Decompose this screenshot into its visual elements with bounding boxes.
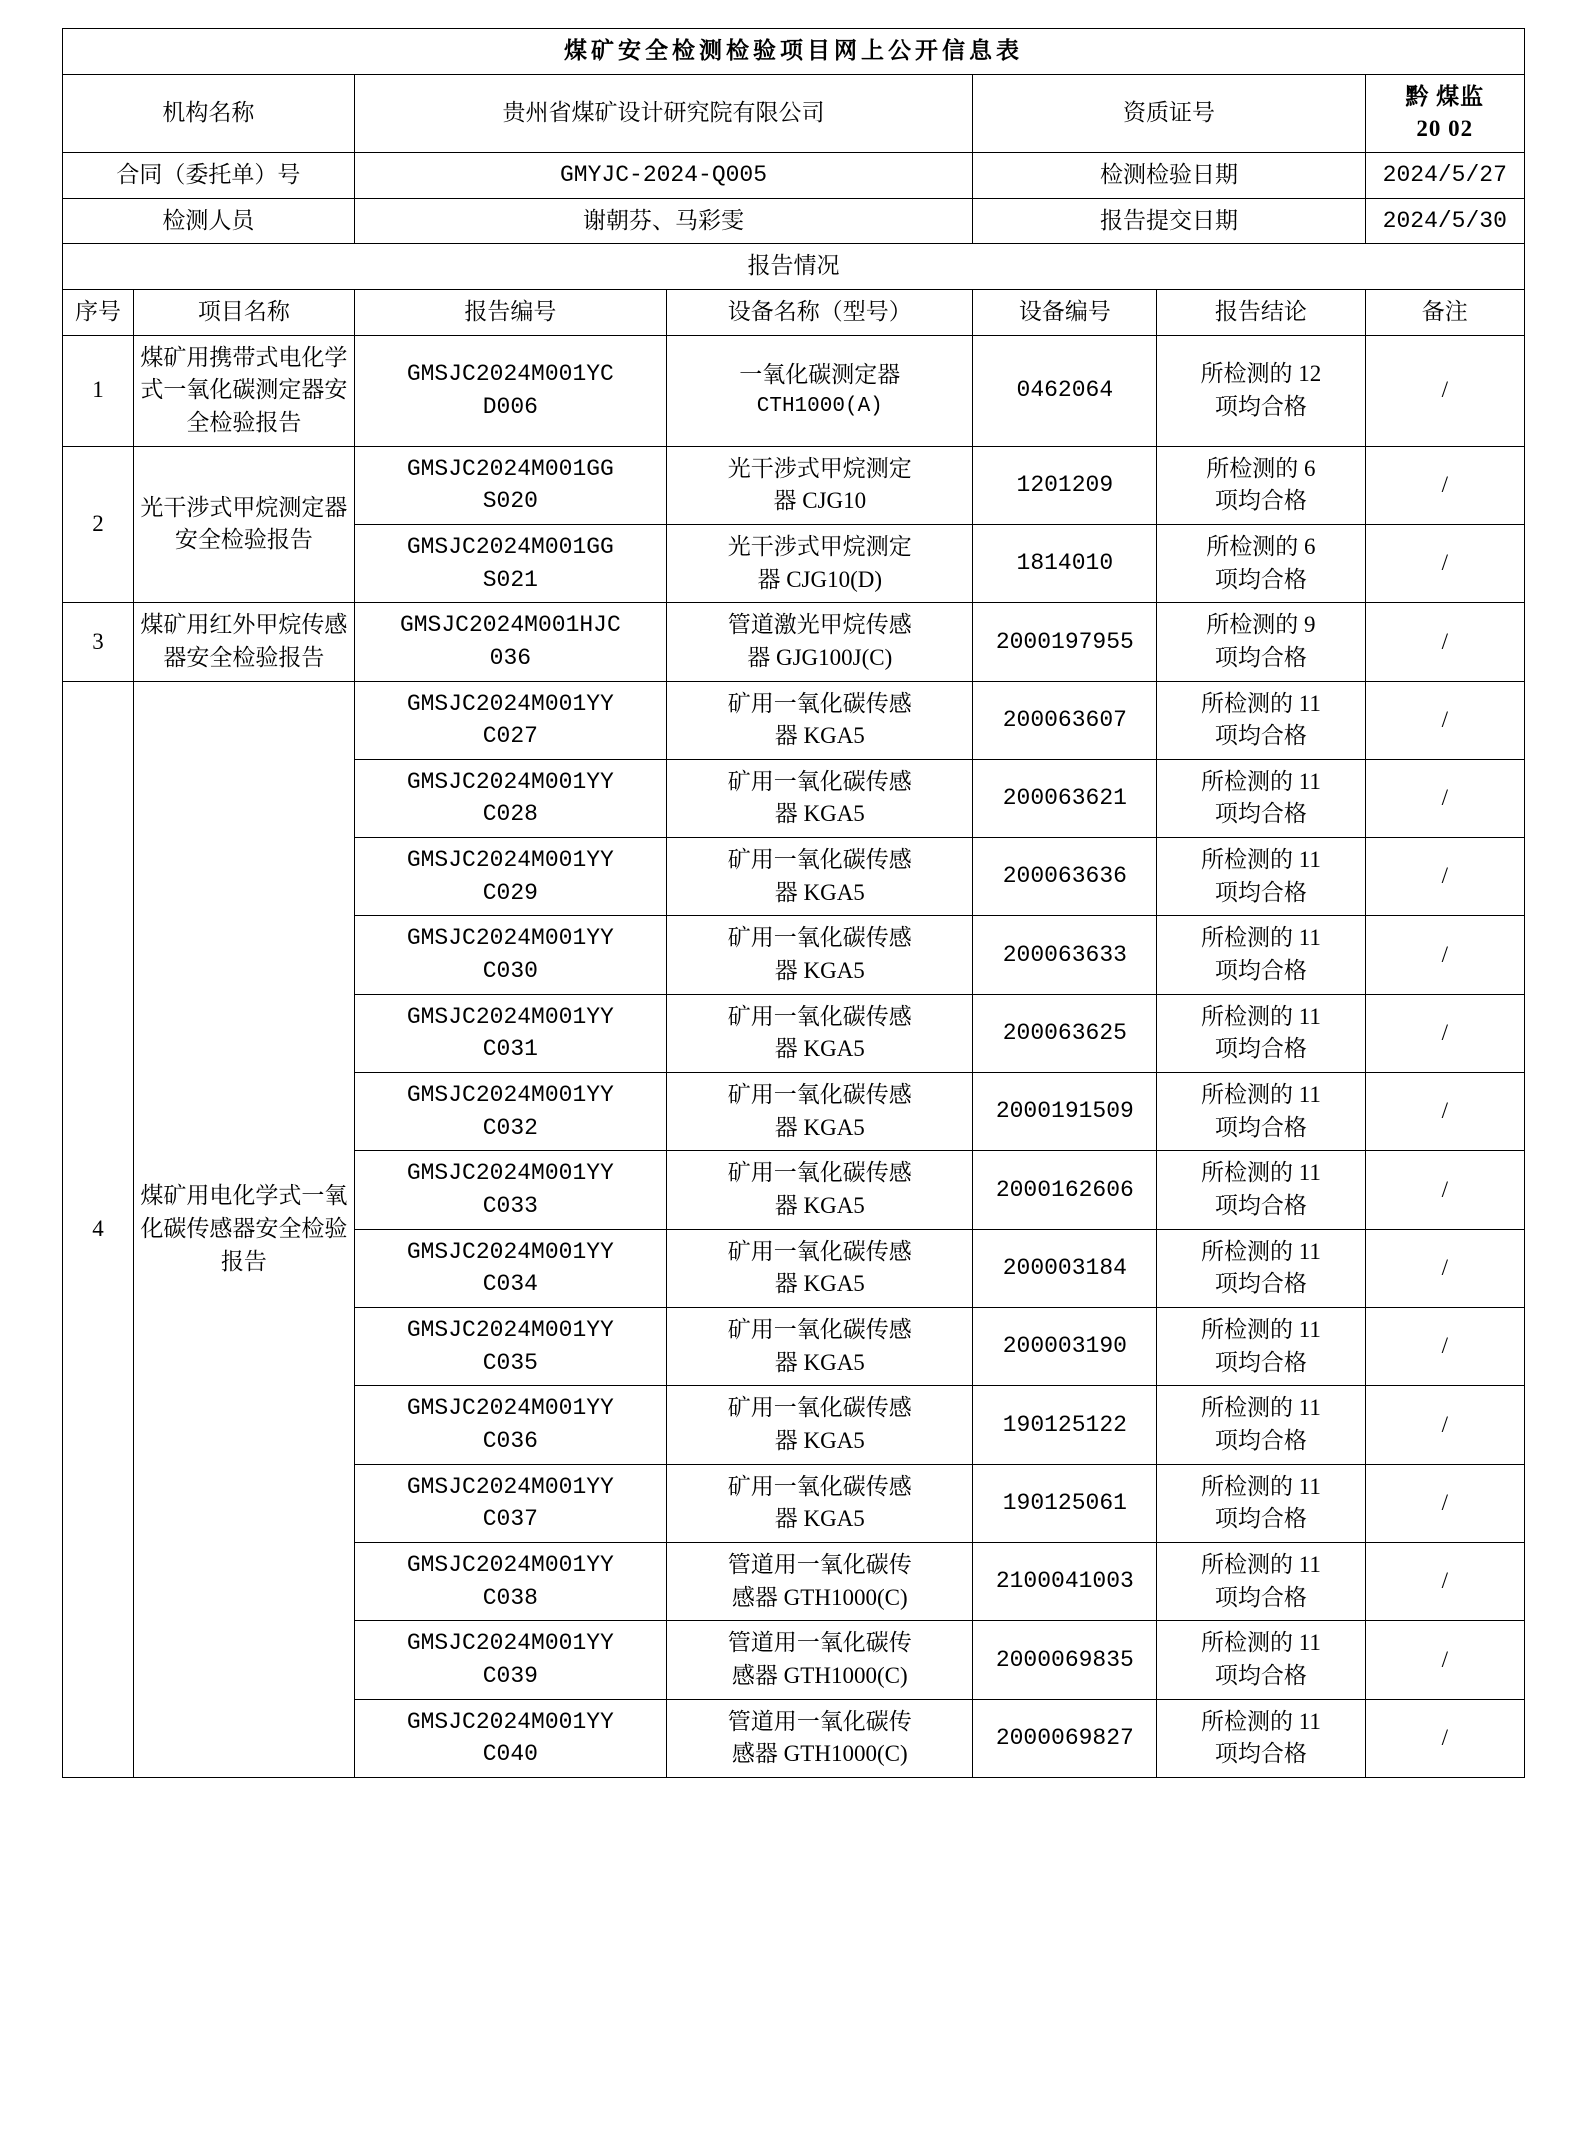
row-device-no: 2000069835 <box>973 1621 1157 1699</box>
row-device <box>667 759 973 837</box>
report-no-line1: GMSJC2024M001YY <box>406 1238 614 1265</box>
row-device-no: 2000069827 <box>973 1699 1157 1777</box>
submit-date-value: 2024/5/30 <box>1365 198 1524 244</box>
row-remark: / <box>1365 446 1524 524</box>
conclusion-line2: 项均合格 <box>1214 566 1307 592</box>
row-report-no <box>354 1308 666 1386</box>
row-report-no <box>354 994 666 1072</box>
column-header-remark: 备注 <box>1365 289 1524 335</box>
row-conclusion <box>1157 446 1365 524</box>
row-conclusion <box>1157 838 1365 916</box>
row-conclusion <box>1157 1073 1365 1151</box>
device-line2: 器 CJG10 <box>773 488 867 514</box>
report-no-line2: S020 <box>482 488 538 515</box>
row-remark: / <box>1365 1464 1524 1542</box>
report-no-line2: C035 <box>482 1349 538 1376</box>
title-row <box>63 29 1525 75</box>
row-device <box>667 1308 973 1386</box>
column-header-conclusion: 报告结论 <box>1157 289 1365 335</box>
column-header-index: 序号 <box>63 289 134 335</box>
row-project: 光干涉式甲烷测定器安全检验报告 <box>134 446 355 603</box>
conclusion-line1: 所检测的 11 <box>1200 925 1321 951</box>
device-line1: 管道激光甲烷传感 <box>727 612 912 638</box>
device-line2: 器 KGA5 <box>774 1193 865 1219</box>
row-device-no: 200003184 <box>973 1229 1157 1307</box>
row-device <box>667 681 973 759</box>
page-title: 煤矿安全检测检验项目网上公开信息表 <box>63 29 1525 75</box>
row-remark: / <box>1365 1073 1524 1151</box>
org-label: 机构名称 <box>63 74 355 152</box>
row-device-no: 200063636 <box>973 838 1157 916</box>
device-line2: 器 GJG100J(C) <box>747 644 893 670</box>
conclusion-line1: 所检测的 11 <box>1200 768 1321 794</box>
device-line2: CTH1000(A) <box>756 395 883 418</box>
report-no-line2: C028 <box>482 801 538 828</box>
report-no-line1: GMSJC2024M001YY <box>406 1317 614 1343</box>
test-date-value: 2024/5/27 <box>1365 152 1524 198</box>
conclusion-line2: 项均合格 <box>1214 958 1307 984</box>
device-line2: 器 KGA5 <box>774 1349 865 1375</box>
device-line2: 感器 GTH1000(C) <box>731 1584 908 1610</box>
column-header-device: 设备名称（型号） <box>667 289 973 335</box>
row-device-no: 190125122 <box>973 1386 1157 1464</box>
report-no-line2: 036 <box>489 644 532 671</box>
report-no-line2: C029 <box>482 879 538 906</box>
submit-date-label: 报告提交日期 <box>973 198 1365 244</box>
org-value: 贵州省煤矿设计研究院有限公司 <box>354 74 973 152</box>
report-no-line1: GMSJC2024M001YC <box>406 360 614 387</box>
row-remark: / <box>1365 1308 1524 1386</box>
conclusion-line2: 项均合格 <box>1214 801 1307 827</box>
contract-label: 合同（委托单）号 <box>63 152 355 198</box>
device-line1: 光干涉式甲烷测定 <box>727 455 912 481</box>
row-device <box>667 1464 973 1542</box>
row-device-no: 2000197955 <box>973 603 1157 681</box>
row-device <box>667 916 973 994</box>
device-line2: 器 KGA5 <box>774 879 865 905</box>
row-device <box>667 1386 973 1464</box>
row-device <box>667 1229 973 1307</box>
conclusion-line1: 所检测的 11 <box>1200 1630 1321 1656</box>
row-report-no <box>354 1699 666 1777</box>
row-device-no: 200063621 <box>973 759 1157 837</box>
report-no-line1: GMSJC2024M001HJC <box>399 612 621 639</box>
row-device <box>667 1542 973 1620</box>
row-device-no: 0462064 <box>973 335 1157 446</box>
contract-value: GMYJC-2024-Q005 <box>354 152 973 198</box>
device-line2: 器 CJG10(D) <box>757 566 883 592</box>
row-index: 4 <box>63 681 134 1777</box>
device-line1: 矿用一氧化碳传感 <box>727 925 912 951</box>
row-remark: / <box>1365 1621 1524 1699</box>
row-report-no <box>354 1542 666 1620</box>
device-line1: 一氧化碳测定器 <box>739 362 901 388</box>
report-no-line1: GMSJC2024M001YY <box>406 1082 614 1109</box>
device-line1: 矿用一氧化碳传感 <box>727 1473 912 1499</box>
report-no-line1: GMSJC2024M001YY <box>406 1395 614 1422</box>
device-line1: 矿用一氧化碳传感 <box>727 1395 912 1421</box>
device-line1: 矿用一氧化碳传感 <box>727 1317 912 1342</box>
report-no-line1: GMSJC2024M001YY <box>406 925 614 952</box>
device-line1: 矿用一氧化碳传感 <box>727 847 912 873</box>
row-device-no: 1201209 <box>973 446 1157 524</box>
device-line2: 器 KGA5 <box>774 958 865 984</box>
report-no-line2: S021 <box>482 566 538 593</box>
row-report-no <box>354 759 666 837</box>
row-device-no: 2000162606 <box>973 1151 1157 1229</box>
conclusion-line2: 项均合格 <box>1214 1193 1307 1219</box>
row-conclusion <box>1157 335 1365 446</box>
device-line1: 光干涉式甲烷测定 <box>727 533 912 559</box>
row-device-no: 200063625 <box>973 994 1157 1072</box>
device-line2: 器 KGA5 <box>774 723 865 749</box>
conclusion-line2: 项均合格 <box>1214 1349 1307 1375</box>
conclusion-line1: 所检测的 11 <box>1200 1160 1321 1186</box>
report-no-line2: D006 <box>482 393 538 420</box>
conclusion-line1: 所检测的 11 <box>1200 847 1321 873</box>
conclusion-line2: 项均合格 <box>1214 1506 1307 1532</box>
row-report-no <box>354 916 666 994</box>
device-line1: 矿用一氧化碳传感 <box>727 1003 912 1029</box>
row-conclusion <box>1157 994 1365 1072</box>
row-remark: / <box>1365 603 1524 681</box>
public-information-table <box>62 28 1525 1778</box>
report-no-line1: GMSJC2024M001YY <box>406 690 614 717</box>
row-remark: / <box>1365 759 1524 837</box>
row-remark: / <box>1365 1151 1524 1229</box>
row-remark: / <box>1365 1386 1524 1464</box>
row-remark: / <box>1365 1542 1524 1620</box>
device-line1: 矿用一氧化碳传感 <box>727 1238 912 1264</box>
conclusion-line2: 项均合格 <box>1214 1741 1307 1767</box>
report-no-line2: C034 <box>482 1271 538 1298</box>
row-remark: / <box>1365 994 1524 1072</box>
conclusion-line2: 项均合格 <box>1214 644 1307 670</box>
report-no-line2: C033 <box>482 1193 538 1220</box>
conclusion-line2: 项均合格 <box>1214 1662 1307 1688</box>
cert-value <box>1365 74 1524 152</box>
report-no-line2: C032 <box>482 1114 538 1141</box>
report-no-line1: GMSJC2024M001YY <box>406 1473 614 1500</box>
row-report-no <box>354 1621 666 1699</box>
org-row <box>63 74 1525 152</box>
row-device-no: 200063633 <box>973 916 1157 994</box>
row-project: 煤矿用电化学式一氧化碳传感器安全检验报告 <box>134 681 355 1777</box>
column-header-project: 项目名称 <box>134 289 355 335</box>
conclusion-line1: 所检测的 11 <box>1200 1317 1321 1342</box>
row-conclusion <box>1157 1386 1365 1464</box>
row-conclusion <box>1157 524 1365 602</box>
row-device-no: 200063607 <box>973 681 1157 759</box>
conclusion-line1: 所检测的 12 <box>1200 360 1322 386</box>
device-line2: 器 KGA5 <box>774 1427 865 1453</box>
row-report-no <box>354 1386 666 1464</box>
row-conclusion <box>1157 1699 1365 1777</box>
conclusion-line2: 项均合格 <box>1214 879 1307 905</box>
row-index: 3 <box>63 603 134 681</box>
report-no-line1: GMSJC2024M001YY <box>406 847 614 874</box>
report-no-line1: GMSJC2024M001YY <box>406 1160 614 1187</box>
row-project: 煤矿用红外甲烷传感器安全检验报告 <box>134 603 355 681</box>
report-no-line1: GMSJC2024M001YY <box>406 768 614 795</box>
row-device-no: 200003190 <box>973 1308 1157 1386</box>
conclusion-line1: 所检测的 11 <box>1200 1003 1321 1029</box>
row-conclusion <box>1157 1151 1365 1229</box>
row-remark: / <box>1365 916 1524 994</box>
report-no-line2: C036 <box>482 1427 538 1454</box>
row-report-no <box>354 1073 666 1151</box>
row-report-no <box>354 446 666 524</box>
conclusion-line2: 项均合格 <box>1214 1271 1307 1297</box>
report-no-line1: GMSJC2024M001GG <box>406 533 614 560</box>
device-line1: 管道用一氧化碳传 <box>727 1551 912 1577</box>
row-conclusion <box>1157 916 1365 994</box>
row-conclusion <box>1157 1229 1365 1307</box>
report-no-line2: C037 <box>482 1506 538 1533</box>
row-conclusion <box>1157 1308 1365 1386</box>
row-index: 2 <box>63 446 134 603</box>
staff-label: 检测人员 <box>63 198 355 244</box>
row-report-no <box>354 838 666 916</box>
row-conclusion <box>1157 603 1365 681</box>
report-no-line2: C030 <box>482 958 538 985</box>
report-no-line1: GMSJC2024M001YY <box>406 1630 614 1657</box>
column-header-report-no: 报告编号 <box>354 289 666 335</box>
device-line1: 管道用一氧化碳传 <box>727 1630 912 1656</box>
row-conclusion <box>1157 759 1365 837</box>
conclusion-line1: 所检测的 11 <box>1200 1238 1321 1264</box>
column-header-device-no: 设备编号 <box>973 289 1157 335</box>
row-report-no <box>354 1464 666 1542</box>
conclusion-line2: 项均合格 <box>1214 393 1307 419</box>
row-device-no: 1814010 <box>973 524 1157 602</box>
row-conclusion <box>1157 681 1365 759</box>
row-index: 1 <box>63 335 134 446</box>
conclusion-line1: 所检测的 11 <box>1200 1551 1321 1577</box>
test-date-label: 检测检验日期 <box>973 152 1365 198</box>
report-no-line2: C039 <box>482 1662 538 1689</box>
row-report-no <box>354 681 666 759</box>
conclusion-line1: 所检测的 9 <box>1206 612 1316 638</box>
device-line2: 器 KGA5 <box>774 1271 865 1297</box>
report-no-line1: GMSJC2024M001YY <box>406 1003 614 1030</box>
report-section-heading: 报告情况 <box>63 244 1525 290</box>
row-remark: / <box>1365 1699 1524 1777</box>
staff-value: 谢朝芬、马彩雯 <box>354 198 973 244</box>
conclusion-line2: 项均合格 <box>1214 1427 1307 1453</box>
report-no-line1: GMSJC2024M001GG <box>406 455 614 482</box>
row-device <box>667 1073 973 1151</box>
device-line1: 矿用一氧化碳传感 <box>727 1160 912 1186</box>
row-device <box>667 1699 973 1777</box>
row-remark: / <box>1365 1229 1524 1307</box>
conclusion-line1: 所检测的 11 <box>1200 1473 1321 1499</box>
report-no-line2: C027 <box>482 723 538 750</box>
conclusion-line1: 所检测的 6 <box>1206 533 1316 559</box>
report-no-line1: GMSJC2024M001YY <box>406 1551 614 1578</box>
device-line2: 感器 GTH1000(C) <box>731 1662 908 1688</box>
device-line2: 器 KGA5 <box>774 1036 865 1062</box>
row-remark: / <box>1365 838 1524 916</box>
staff-row <box>63 198 1525 244</box>
table-row <box>63 681 1525 759</box>
conclusion-line2: 项均合格 <box>1214 488 1307 514</box>
row-device <box>667 603 973 681</box>
column-header-row <box>63 289 1525 335</box>
conclusion-line2: 项均合格 <box>1214 1584 1307 1610</box>
row-device <box>667 1151 973 1229</box>
conclusion-line1: 所检测的 6 <box>1206 455 1316 481</box>
cert-value-line2: 20 02 <box>1416 116 1474 142</box>
conclusion-line1: 所检测的 11 <box>1200 1082 1321 1108</box>
row-remark: / <box>1365 681 1524 759</box>
row-conclusion <box>1157 1464 1365 1542</box>
row-report-no <box>354 603 666 681</box>
table-row <box>63 446 1525 524</box>
row-device-no: 190125061 <box>973 1464 1157 1542</box>
row-conclusion <box>1157 1621 1365 1699</box>
row-remark: / <box>1365 335 1524 446</box>
report-no-line2: C031 <box>482 1036 538 1063</box>
row-report-no <box>354 524 666 602</box>
row-report-no <box>354 335 666 446</box>
row-device <box>667 446 973 524</box>
row-device <box>667 838 973 916</box>
device-line1: 矿用一氧化碳传感 <box>727 690 912 716</box>
conclusion-line1: 所检测的 11 <box>1200 1708 1321 1734</box>
cert-label: 资质证号 <box>973 74 1365 152</box>
row-device <box>667 335 973 446</box>
conclusion-line2: 项均合格 <box>1214 1036 1307 1062</box>
device-line2: 器 KGA5 <box>774 1114 865 1140</box>
row-report-no <box>354 1151 666 1229</box>
device-line1: 矿用一氧化碳传感 <box>727 1082 912 1108</box>
report-no-line2: C040 <box>482 1741 538 1768</box>
row-conclusion <box>1157 1542 1365 1620</box>
row-remark: / <box>1365 524 1524 602</box>
device-line2: 感器 GTH1000(C) <box>731 1741 908 1767</box>
report-no-line2: C038 <box>482 1584 538 1611</box>
row-project: 煤矿用携带式电化学式一氧化碳测定器安全检验报告 <box>134 335 355 446</box>
conclusion-line2: 项均合格 <box>1214 1114 1307 1140</box>
device-line2: 器 KGA5 <box>774 801 865 827</box>
row-device <box>667 994 973 1072</box>
conclusion-line2: 项均合格 <box>1214 723 1307 749</box>
device-line1: 管道用一氧化碳传 <box>727 1708 912 1734</box>
row-device-no: 2100041003 <box>973 1542 1157 1620</box>
row-device <box>667 524 973 602</box>
report-section-heading-row <box>63 244 1525 290</box>
row-device-no: 2000191509 <box>973 1073 1157 1151</box>
row-report-no <box>354 1229 666 1307</box>
row-device <box>667 1621 973 1699</box>
conclusion-line1: 所检测的 11 <box>1200 690 1321 716</box>
conclusion-line1: 所检测的 11 <box>1200 1395 1321 1421</box>
contract-row <box>63 152 1525 198</box>
cert-value-line1: 黔 煤监 <box>1405 83 1485 109</box>
table-row <box>63 335 1525 446</box>
table-row <box>63 603 1525 681</box>
report-no-line1: GMSJC2024M001YY <box>406 1708 614 1735</box>
device-line2: 器 KGA5 <box>774 1506 865 1532</box>
device-line1: 矿用一氧化碳传感 <box>727 768 912 794</box>
